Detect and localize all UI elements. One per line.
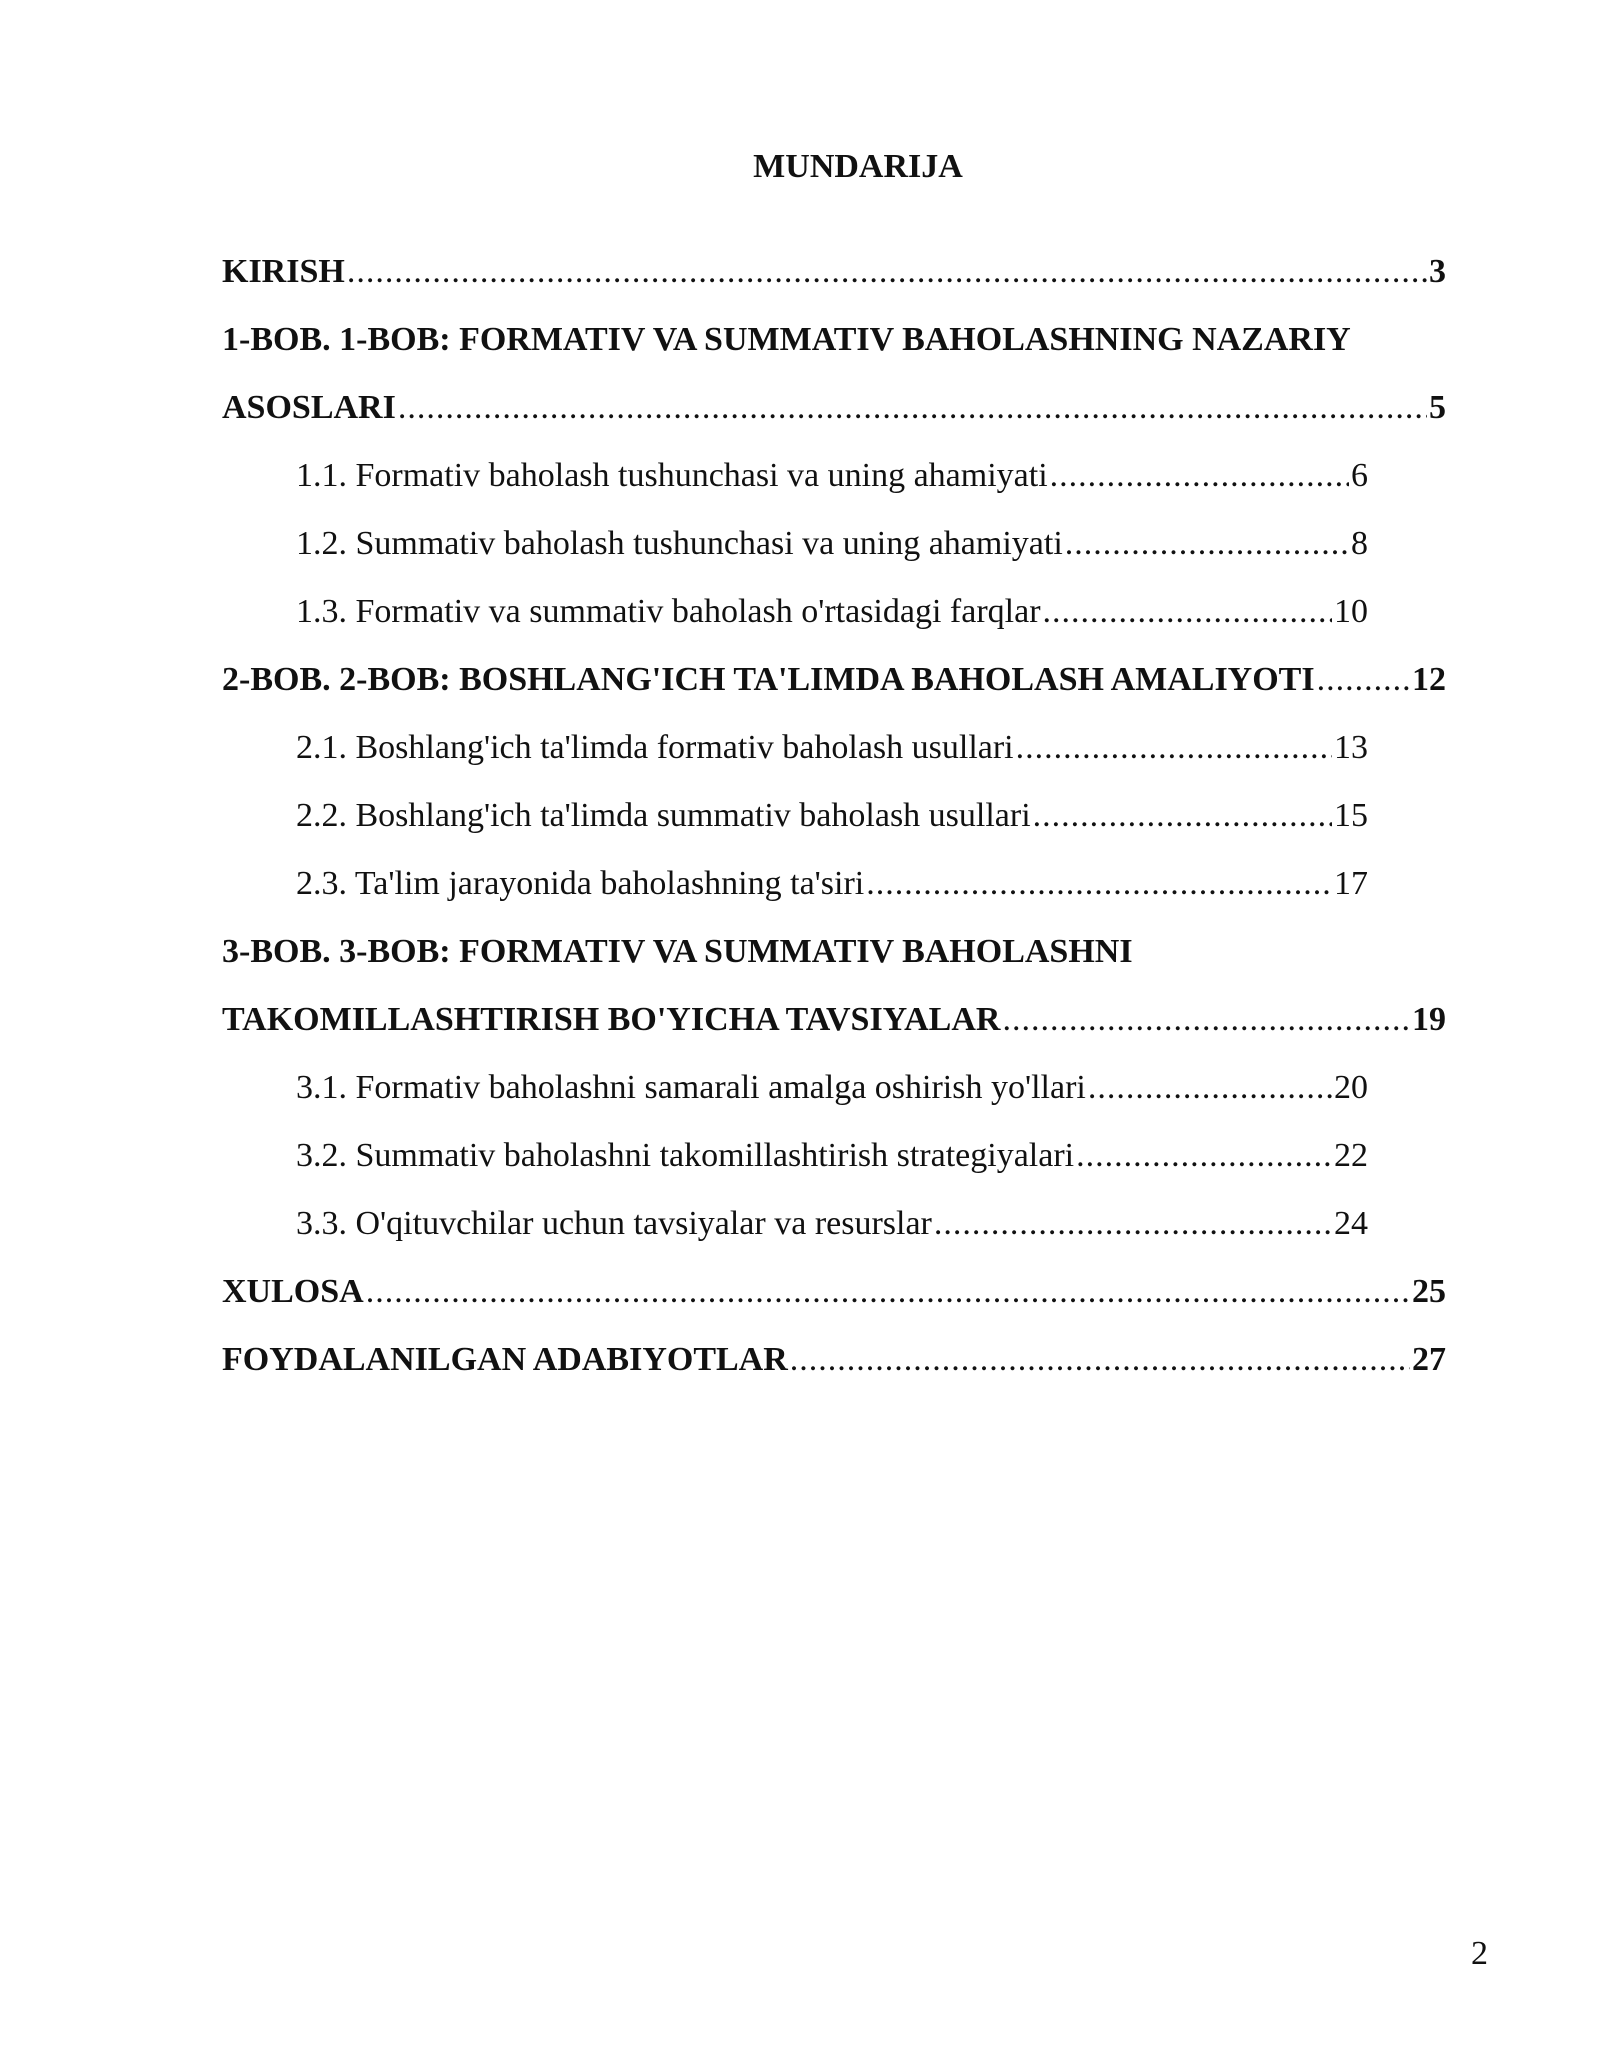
toc-leader-dots [1088,1054,1332,1122]
toc-entry-page: 19 [1412,1001,1446,1038]
toc-entry-page: 3 [1429,253,1446,290]
toc-leader-dots [790,1326,1410,1394]
toc-entry-page: 22 [1334,1137,1368,1174]
toc-entry-label: 2.2. Boshlang'ich ta'limda summativ baholash usullari [296,797,1031,834]
toc-entry-label: 3.2. Summativ baholashni takomillashtirish strategiyalari [296,1137,1075,1174]
toc-entry-bob3-line2[interactable] [222,986,1446,1054]
toc-entry-label: FOYDALANILGAN ADABIYOTLAR [222,1341,788,1378]
toc-entry-label: 1.1. Formativ baholash tushunchasi va uning ahamiyati [296,457,1048,494]
toc-entry-label: 1-BOB. 1-BOB: FORMATIV VA SUMMATIV BAHOLASHNING NAZARIY [222,321,1351,358]
toc-entry-page: 5 [1429,389,1446,426]
table-of-contents [222,238,1446,1394]
toc-entry-3-1[interactable] [222,1054,1368,1122]
toc-entry-bob2[interactable] [222,646,1446,714]
toc-entry-label: ASOSLARI [222,389,396,426]
toc-entry-page: 10 [1334,593,1368,630]
toc-entry-label: 2.3. Ta'lim jarayonida baholashning ta'siri [296,865,865,902]
toc-entry-1-3[interactable] [222,578,1368,646]
page-title: MUNDARIJA [753,148,963,185]
toc-leader-dots [934,1190,1332,1258]
toc-entry-page: 24 [1334,1205,1368,1242]
toc-leader-dots [1043,578,1332,646]
toc-entry-label: XULOSA [222,1273,364,1310]
toc-entry-page: 25 [1412,1273,1446,1310]
toc-entry-label: KIRISH [222,253,345,290]
toc-leader-dots [1076,1122,1332,1190]
toc-entry-1-1[interactable] [222,442,1368,510]
toc-entry-1-2[interactable] [222,510,1368,578]
toc-leader-dots [366,1258,1410,1326]
toc-leader-dots [1050,442,1349,510]
toc-leader-dots [1002,986,1410,1054]
toc-entry-2-1[interactable] [222,714,1368,782]
toc-entry-label: 3.3. O'qituvchilar uchun tavsiyalar va resurslar [296,1205,932,1242]
toc-leader-dots [347,238,1427,306]
toc-entry-label: 2-BOB. 2-BOB: BOSHLANG'ICH TA'LIMDA BAHOLASH AMALIYOTI [222,661,1315,698]
toc-entry-page: 13 [1334,729,1368,766]
toc-entry-2-3[interactable] [222,850,1368,918]
toc-leader-dots [1033,782,1332,850]
toc-leader-dots [1317,646,1410,714]
toc-leader-dots [1065,510,1349,578]
toc-entry-page: 8 [1351,525,1368,562]
toc-entry-label: 1.2. Summativ baholash tushunchasi va uning ahamiyati [296,525,1063,562]
toc-entry-xulosa[interactable] [222,1258,1446,1326]
toc-entry-kirish[interactable] [222,238,1446,306]
toc-leader-dots [1016,714,1332,782]
toc-entry-bob1-line1[interactable] [222,306,1446,374]
toc-entry-page: 20 [1334,1069,1368,1106]
toc-entry-3-3[interactable] [222,1190,1368,1258]
toc-leader-dots [866,850,1332,918]
toc-entry-bob1-line2[interactable] [222,374,1446,442]
page-number: 2 [1471,1935,1488,1972]
toc-entry-page: 12 [1412,661,1446,698]
toc-leader-dots [398,374,1427,442]
toc-entry-bob3-line1[interactable] [222,918,1446,986]
toc-entry-label: 1.3. Formativ va summativ baholash o'rtasidagi farqlar [296,593,1041,630]
toc-entry-page: 17 [1334,865,1368,902]
toc-entry-2-2[interactable] [222,782,1368,850]
toc-entry-3-2[interactable] [222,1122,1368,1190]
toc-entry-label: 2.1. Boshlang'ich ta'limda formativ baholash usullari [296,729,1014,766]
toc-entry-page: 15 [1334,797,1368,834]
toc-entry-label: 3-BOB. 3-BOB: FORMATIV VA SUMMATIV BAHOLASHNI [222,933,1133,970]
toc-entry-page: 6 [1351,457,1368,494]
toc-entry-label: 3.1. Formativ baholashni samarali amalga oshirish yo'llari [296,1069,1086,1106]
toc-entry-page: 27 [1412,1341,1446,1378]
toc-entry-adabiyotlar[interactable] [222,1326,1446,1394]
toc-entry-label: TAKOMILLASHTIRISH BO'YICHA TAVSIYALAR [222,1001,1001,1038]
